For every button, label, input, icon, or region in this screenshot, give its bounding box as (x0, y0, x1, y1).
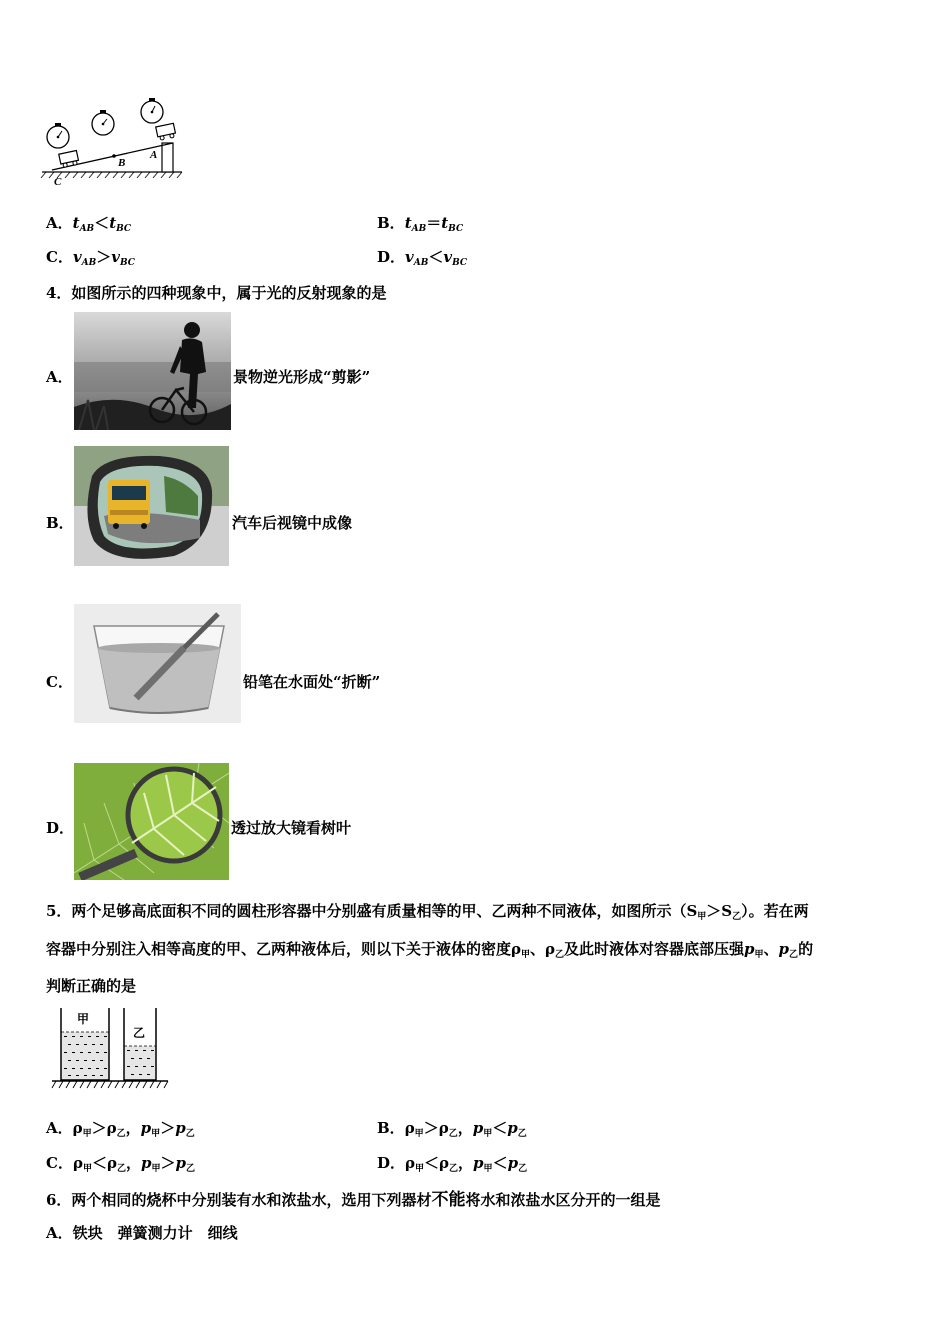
silhouette-photo (74, 312, 231, 430)
q6-stem: 6．两个相同的烧杯中分别装有水和浓盐水，选用下列器材不能将水和浓盐水区分开的一组是 (46, 1190, 661, 1210)
stopwatch-icon-middle (92, 110, 114, 135)
q6-emphasis-text: 不能 (431, 1190, 466, 1210)
q5-stem-line2: 容器中分别注入相等高度的甲、乙两种液体后，则以下关于液体的密度$\rho_甲$、$\rho_乙$及此时液体对容器底部压强$p_甲$、$p_乙$的 (46, 940, 814, 960)
container-label-yi: 乙 (133, 1026, 146, 1040)
q4-option-c-letter[interactable]: C． (46, 673, 73, 691)
q3-figure (40, 95, 190, 190)
q4-option-a-caption: 景物逆光形成“剪影” (233, 368, 371, 386)
pencil-in-water-photo (74, 604, 241, 723)
q3-option-a[interactable]: A．$t_{AB}<t_{BC}$ (46, 214, 132, 234)
q4-option-d-caption: 透过放大镜看树叶 (231, 819, 352, 837)
rear-view-mirror-photo (74, 446, 229, 566)
container-label-jia: 甲 (77, 1012, 90, 1026)
q4-option-d-letter[interactable]: D． (46, 819, 75, 837)
point-a-label: A (150, 149, 158, 161)
stopwatch-icon-left (47, 123, 69, 148)
q4-option-b-caption: 汽车后视镜中成像 (232, 514, 353, 532)
q4-stem: 4．如图所示的四种现象中，属于光的反射现象的是 (46, 284, 387, 302)
q5-option-b[interactable]: B．$\rho_甲>\rho_乙$，$p_甲<p_乙$ (377, 1119, 527, 1139)
magnifier-leaf-photo (74, 763, 229, 880)
point-c-label: C (54, 176, 62, 188)
q5-containers-figure (50, 1004, 172, 1092)
q6-option-a[interactable]: A．铁块 弹簧测力计 细线 (46, 1224, 238, 1242)
q4-option-b-letter[interactable]: B． (46, 514, 74, 532)
q4-option-a-letter[interactable]: A． (46, 368, 73, 386)
q3-option-c[interactable]: C．$v_{AB}>v_{BC}$ (46, 248, 135, 268)
q5-stem-line1: 5．两个足够高底面积不同的圆柱形容器中分别盛有质量相等的甲、乙两种不同液体，如图所示$(S_甲>S_乙)$。若在两 (46, 902, 809, 922)
q3-option-d[interactable]: D．$v_{AB}<v_{BC}$ (377, 248, 467, 268)
q5-stem-line3: 判断正确的是 (46, 977, 137, 995)
q5-option-d[interactable]: D．$\rho_甲<\rho_乙$，$p_甲<p_乙$ (377, 1154, 528, 1174)
q5-option-a[interactable]: A．$\rho_甲>\rho_乙$，$p_甲>p_乙$ (46, 1119, 195, 1139)
q5-option-c[interactable]: C．$\rho_甲<\rho_乙$，$p_甲>p_乙$ (46, 1154, 196, 1174)
q3-option-b[interactable]: B．$t_{AB}=t_{BC}$ (377, 214, 464, 234)
point-b-label: B (118, 157, 126, 169)
q4-option-c-caption: 铅笔在水面处“折断” (243, 673, 381, 691)
stopwatch-icon-right (141, 98, 163, 123)
